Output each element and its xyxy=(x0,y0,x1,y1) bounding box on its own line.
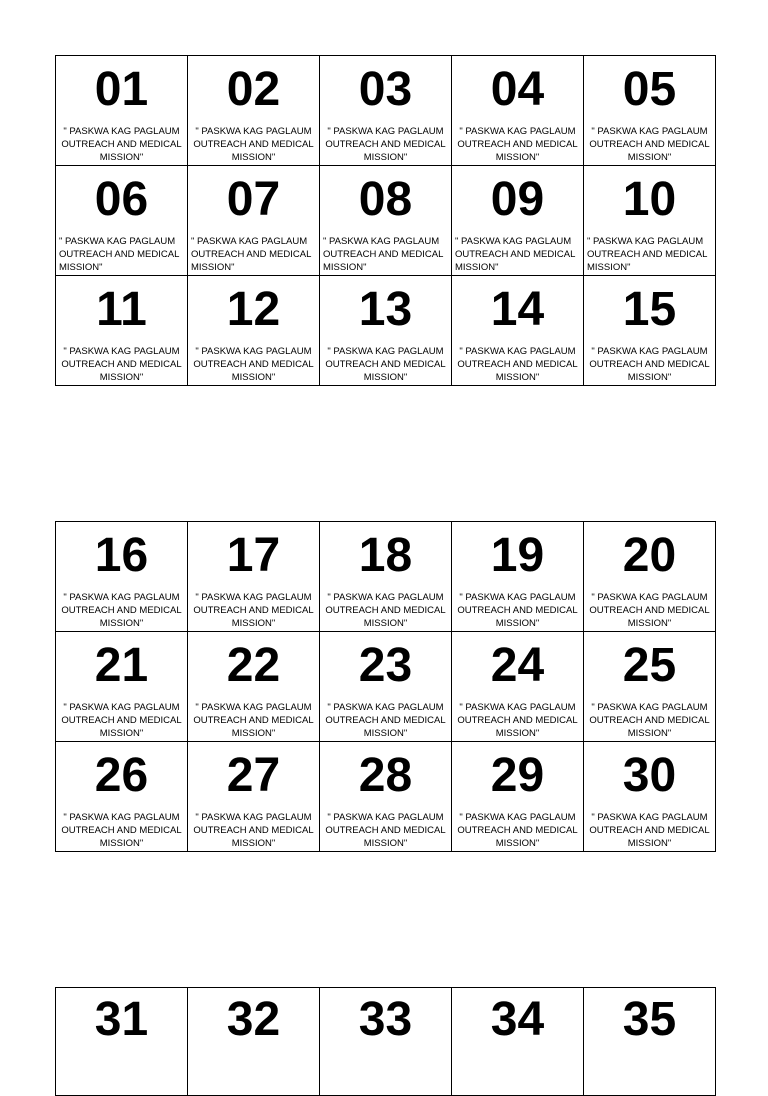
ticket-number: 09 xyxy=(490,173,545,226)
ticket-number: 30 xyxy=(622,749,677,802)
ticket-number: 04 xyxy=(490,63,545,116)
ticket-caption xyxy=(320,1052,451,1095)
ticket-cell xyxy=(584,56,716,166)
ticket-caption: " PASKWA KAG PAGLAUM OUTREACH AND MEDICAL MISSION" xyxy=(455,236,575,273)
ticket-caption: " PASKWA KAG PAGLAUM OUTREACH AND MEDICAL MISSION" xyxy=(61,346,182,383)
ticket-caption: " PASKWA KAG PAGLAUM OUTREACH AND MEDICAL MISSION" xyxy=(325,592,446,629)
ticket-cell xyxy=(320,56,452,166)
ticket-cell xyxy=(56,56,188,166)
ticket-caption: " PASKWA KAG PAGLAUM OUTREACH AND MEDICAL MISSION" xyxy=(589,592,710,629)
ticket-cell xyxy=(188,56,320,166)
ticket-caption xyxy=(56,1052,187,1095)
ticket-caption: " PASKWA KAG PAGLAUM OUTREACH AND MEDICAL MISSION" xyxy=(193,812,314,849)
ticket-cell xyxy=(320,276,452,386)
ticket-cell xyxy=(188,742,320,852)
ticket-number: 11 xyxy=(96,283,147,336)
ticket-number: 35 xyxy=(622,993,677,1046)
ticket-cell xyxy=(56,166,188,276)
ticket-number: 18 xyxy=(358,529,413,582)
ticket-number: 25 xyxy=(622,639,677,692)
ticket-cell xyxy=(56,742,188,852)
ticket-caption: " PASKWA KAG PAGLAUM OUTREACH AND MEDICAL MISSION" xyxy=(589,812,710,849)
ticket-caption: " PASKWA KAG PAGLAUM OUTREACH AND MEDICAL MISSION" xyxy=(457,126,578,163)
ticket-cell xyxy=(584,988,716,1096)
ticket-number: 16 xyxy=(94,529,149,582)
ticket-cell xyxy=(320,632,452,742)
table-row xyxy=(56,988,716,1096)
ticket-caption: " PASKWA KAG PAGLAUM OUTREACH AND MEDICAL MISSION" xyxy=(193,346,314,383)
ticket-cell xyxy=(584,166,716,276)
ticket-cell xyxy=(452,276,584,386)
ticket-cell xyxy=(188,632,320,742)
ticket-caption: " PASKWA KAG PAGLAUM OUTREACH AND MEDICAL MISSION" xyxy=(589,126,710,163)
ticket-number: 29 xyxy=(490,749,545,802)
ticket-number: 20 xyxy=(622,529,677,582)
ticket-cell xyxy=(584,522,716,632)
ticket-caption: " PASKWA KAG PAGLAUM OUTREACH AND MEDICAL MISSION" xyxy=(325,126,446,163)
table-row xyxy=(56,276,716,386)
ticket-table-3 xyxy=(55,987,716,1096)
ticket-number: 23 xyxy=(358,639,413,692)
ticket-number: 12 xyxy=(226,283,281,336)
ticket-number: 15 xyxy=(622,283,677,336)
table-row xyxy=(56,56,716,166)
ticket-number: 08 xyxy=(358,173,413,226)
ticket-table-2 xyxy=(55,521,716,852)
ticket-caption: " PASKWA KAG PAGLAUM OUTREACH AND MEDICAL MISSION" xyxy=(61,592,182,629)
ticket-cell xyxy=(452,632,584,742)
ticket-cell xyxy=(452,988,584,1096)
ticket-number: 14 xyxy=(490,283,545,336)
ticket-caption: " PASKWA KAG PAGLAUM OUTREACH AND MEDICAL MISSION" xyxy=(325,702,446,739)
table-row xyxy=(56,632,716,742)
ticket-number: 27 xyxy=(226,749,281,802)
ticket-caption xyxy=(584,1052,715,1095)
ticket-cell xyxy=(584,276,716,386)
ticket-number: 32 xyxy=(226,993,281,1046)
ticket-cell xyxy=(452,742,584,852)
table-row xyxy=(56,522,716,632)
ticket-caption xyxy=(188,1052,319,1095)
ticket-cell xyxy=(320,166,452,276)
ticket-cell xyxy=(56,632,188,742)
ticket-cell xyxy=(188,988,320,1096)
ticket-caption: " PASKWA KAG PAGLAUM OUTREACH AND MEDICAL MISSION" xyxy=(325,812,446,849)
ticket-caption: " PASKWA KAG PAGLAUM OUTREACH AND MEDICAL MISSION" xyxy=(457,592,578,629)
ticket-caption: " PASKWA KAG PAGLAUM OUTREACH AND MEDICAL MISSION" xyxy=(61,126,182,163)
ticket-caption: " PASKWA KAG PAGLAUM OUTREACH AND MEDICAL MISSION" xyxy=(323,236,443,273)
ticket-cell xyxy=(188,522,320,632)
ticket-number: 28 xyxy=(358,749,413,802)
ticket-number: 21 xyxy=(94,639,149,692)
ticket-caption: " PASKWA KAG PAGLAUM OUTREACH AND MEDICAL MISSION" xyxy=(193,592,314,629)
ticket-caption: " PASKWA KAG PAGLAUM OUTREACH AND MEDICAL MISSION" xyxy=(191,236,311,273)
ticket-caption: " PASKWA KAG PAGLAUM OUTREACH AND MEDICAL MISSION" xyxy=(59,236,179,273)
ticket-number: 13 xyxy=(358,283,413,336)
ticket-number: 02 xyxy=(226,63,281,116)
ticket-table-1 xyxy=(55,55,716,386)
ticket-number: 05 xyxy=(622,63,677,116)
ticket-caption: " PASKWA KAG PAGLAUM OUTREACH AND MEDICAL MISSION" xyxy=(457,702,578,739)
ticket-cell xyxy=(584,742,716,852)
ticket-caption: " PASKWA KAG PAGLAUM OUTREACH AND MEDICAL MISSION" xyxy=(193,126,314,163)
ticket-caption: " PASKWA KAG PAGLAUM OUTREACH AND MEDICAL MISSION" xyxy=(457,812,578,849)
ticket-number: 26 xyxy=(94,749,149,802)
table-row xyxy=(56,166,716,276)
ticket-number: 19 xyxy=(490,529,545,582)
ticket-caption xyxy=(452,1052,583,1095)
ticket-cell xyxy=(56,276,188,386)
ticket-number: 10 xyxy=(622,173,677,226)
ticket-caption: " PASKWA KAG PAGLAUM OUTREACH AND MEDICAL MISSION" xyxy=(587,236,707,273)
ticket-number: 24 xyxy=(490,639,545,692)
ticket-cell xyxy=(320,988,452,1096)
ticket-number: 33 xyxy=(358,993,413,1046)
ticket-caption: " PASKWA KAG PAGLAUM OUTREACH AND MEDICAL MISSION" xyxy=(193,702,314,739)
ticket-number: 03 xyxy=(358,63,413,116)
ticket-number: 06 xyxy=(94,173,149,226)
ticket-cell xyxy=(188,166,320,276)
ticket-cell xyxy=(188,276,320,386)
ticket-number: 31 xyxy=(94,993,149,1046)
ticket-caption: " PASKWA KAG PAGLAUM OUTREACH AND MEDICAL MISSION" xyxy=(457,346,578,383)
ticket-number: 07 xyxy=(226,173,281,226)
ticket-number: 01 xyxy=(94,63,149,116)
ticket-caption: " PASKWA KAG PAGLAUM OUTREACH AND MEDICAL MISSION" xyxy=(589,346,710,383)
ticket-number: 17 xyxy=(226,529,281,582)
table-row xyxy=(56,742,716,852)
ticket-caption: " PASKWA KAG PAGLAUM OUTREACH AND MEDICAL MISSION" xyxy=(61,702,182,739)
ticket-cell xyxy=(452,166,584,276)
ticket-cell xyxy=(452,56,584,166)
ticket-cell xyxy=(320,522,452,632)
ticket-cell xyxy=(584,632,716,742)
ticket-cell xyxy=(320,742,452,852)
ticket-number: 22 xyxy=(226,639,281,692)
ticket-number: 34 xyxy=(490,993,545,1046)
ticket-cell xyxy=(56,988,188,1096)
ticket-caption: " PASKWA KAG PAGLAUM OUTREACH AND MEDICAL MISSION" xyxy=(61,812,182,849)
ticket-caption: " PASKWA KAG PAGLAUM OUTREACH AND MEDICAL MISSION" xyxy=(589,702,710,739)
ticket-cell xyxy=(56,522,188,632)
ticket-caption: " PASKWA KAG PAGLAUM OUTREACH AND MEDICAL MISSION" xyxy=(325,346,446,383)
ticket-cell xyxy=(452,522,584,632)
